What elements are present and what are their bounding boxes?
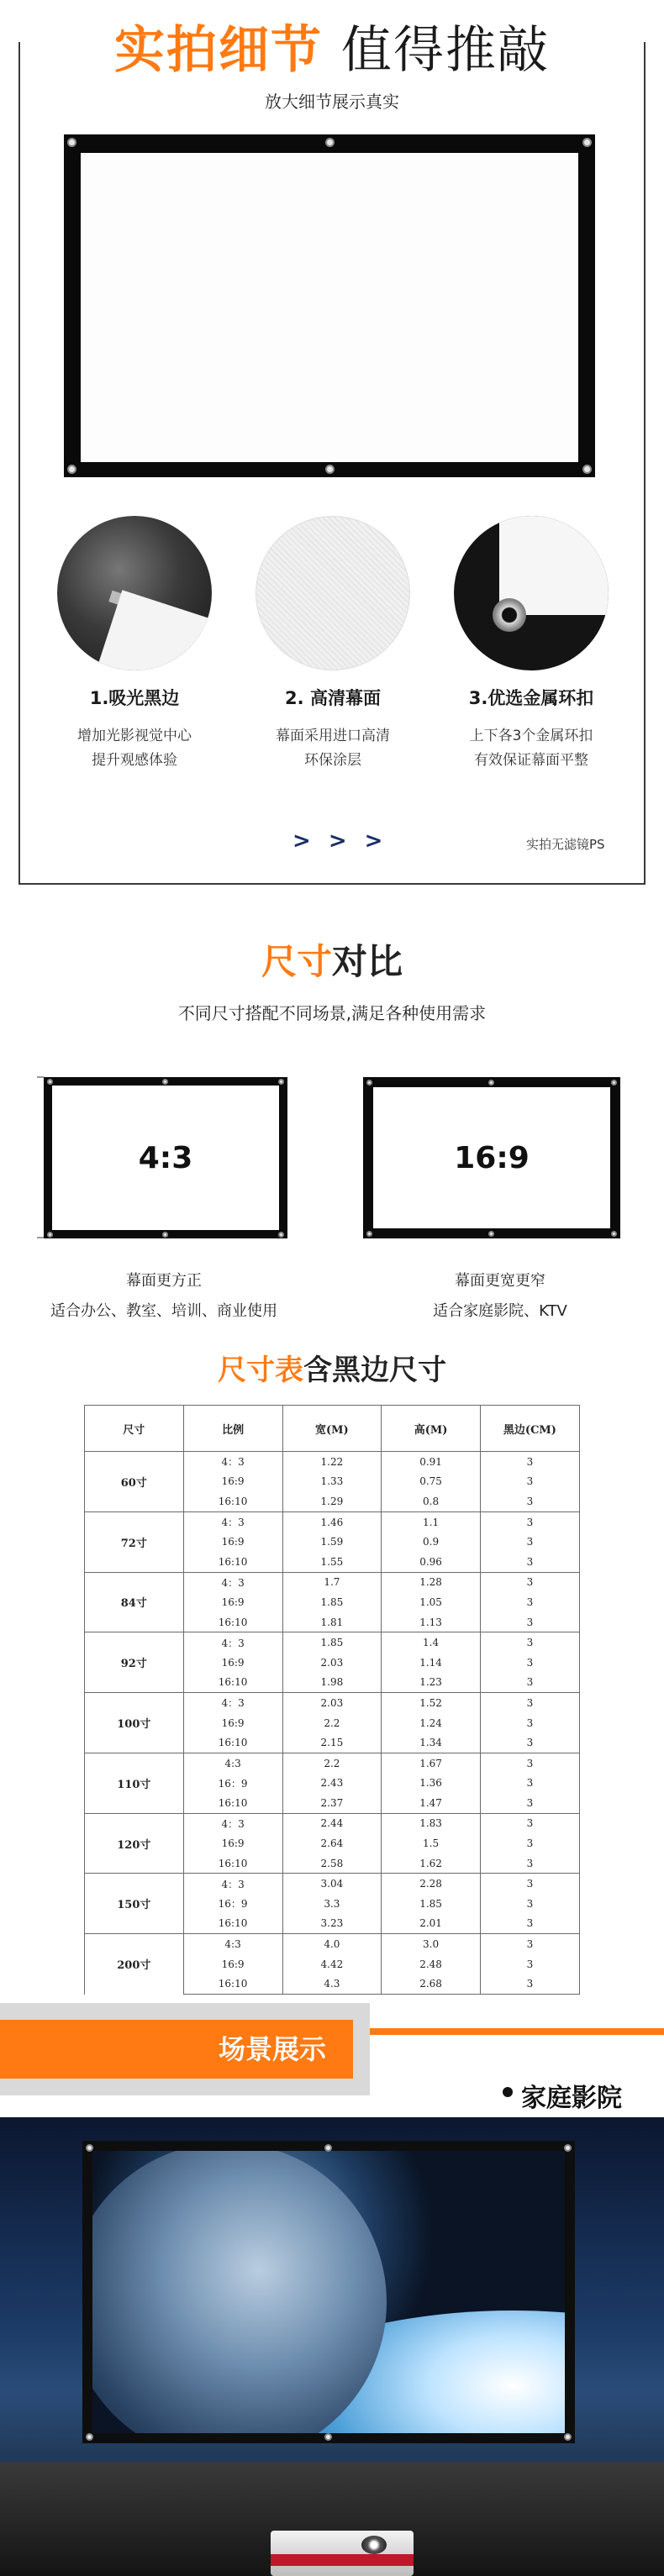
grommet-icon: [564, 2433, 572, 2441]
ratio-cell: 16:10: [183, 1612, 282, 1632]
compare-right-line2: 适合家庭影院、KTV: [433, 1302, 567, 1320]
border-cell: 3: [480, 1874, 579, 1894]
ratio-cell: 4：3: [183, 1874, 282, 1894]
ratio-cell: 4:3: [183, 1753, 282, 1773]
height-cell: 1.83: [382, 1813, 481, 1833]
scene-tag-label: 场景展示: [218, 2033, 326, 2065]
width-cell: 2.44: [282, 1813, 382, 1833]
height-cell: 0.9: [382, 1532, 481, 1552]
size-cell: 100寸: [85, 1693, 184, 1753]
border-cell: 3: [480, 1713, 579, 1733]
border-cell: 3: [480, 1552, 579, 1572]
border-cell: 3: [480, 1532, 579, 1552]
details-title: [103, 17, 561, 84]
compare-left-line2: 适合办公、教室、培训、商业使用: [50, 1302, 277, 1320]
ratio-cell: 16:10: [183, 1673, 282, 1693]
grommet-icon: [67, 465, 76, 474]
border-cell: 3: [480, 1491, 579, 1511]
width-cell: 1.33: [282, 1472, 382, 1492]
width-cell: 1.46: [282, 1511, 382, 1532]
ratio-16-9-label: 16:9: [454, 1140, 530, 1175]
border-cell: 3: [480, 1653, 579, 1673]
height-cell: 0.96: [382, 1552, 481, 1572]
width-cell: 1.85: [282, 1632, 382, 1653]
width-cell: 2.64: [282, 1833, 382, 1853]
feature-desc-2a: 幕面采用进口高清: [276, 728, 390, 744]
ratio-4-3-label: 4:3: [138, 1140, 193, 1175]
table-row: [85, 1693, 580, 1713]
width-cell: 1.98: [282, 1673, 382, 1693]
height-cell: 1.1: [382, 1511, 481, 1532]
ratio-cell: 16:9: [183, 1954, 282, 1974]
grommet-icon: [278, 1079, 284, 1085]
ratio-cell: 16：9: [183, 1774, 282, 1794]
width-cell: 2.03: [282, 1653, 382, 1673]
size-cell: 200寸: [85, 1934, 184, 1995]
ratio-cell: 4：3: [183, 1511, 282, 1532]
border-cell: 3: [480, 1673, 579, 1693]
height-cell: 2.68: [382, 1974, 481, 1994]
compare-subtitle: 不同尺寸搭配不同场景,满足各种使用需求: [177, 1003, 487, 1023]
border-cell: 3: [480, 1774, 579, 1794]
border-cell: 3: [480, 1612, 579, 1632]
border-cell: 3: [480, 1452, 579, 1472]
ratio-cell: 16:9: [183, 1592, 282, 1612]
grommet-icon: [366, 1080, 372, 1086]
feature-desc-2b: 环保涂层: [304, 752, 361, 769]
size-table-title: [0, 1347, 664, 1388]
feature-desc-3b: 有效保证幕面平整: [474, 752, 588, 769]
feature-desc-3a: 上下各3个金属环扣: [469, 728, 593, 744]
width-cell: 1.22: [282, 1452, 382, 1472]
size-table-body: [85, 1452, 580, 1995]
ratio-cell: 4:3: [183, 1934, 282, 1954]
ratio-cell: 16:10: [183, 1793, 282, 1813]
projector-strip: [271, 2554, 414, 2566]
border-cell: 3: [480, 1793, 579, 1813]
grommet-icon: [86, 2144, 93, 2152]
projector-device: [271, 2531, 414, 2576]
size-cell: 120寸: [85, 1813, 184, 1874]
width-cell: 4.3: [282, 1974, 382, 1994]
height-cell: 1.47: [382, 1793, 481, 1813]
table-row: [85, 1511, 580, 1532]
ratio-cell: 16:9: [183, 1713, 282, 1733]
home-theater-label: 家庭影院: [521, 2084, 622, 2113]
grommet-icon: [324, 2433, 332, 2441]
space-image: [92, 2151, 565, 2433]
header-height: 高(M): [382, 1406, 481, 1452]
grommet-icon: [366, 1231, 372, 1237]
border-cell: 3: [480, 1914, 579, 1934]
ratio-cell: 16:10: [183, 1552, 282, 1572]
grommet-icon: [488, 1080, 494, 1086]
compare-title: [0, 934, 664, 985]
width-cell: 1.59: [282, 1532, 382, 1552]
feature-title-2: 2. 高清幕面: [285, 688, 381, 708]
grommet-icon: [488, 1231, 494, 1237]
border-cell: 3: [480, 1632, 579, 1653]
screen-16-9-surface: [373, 1087, 610, 1228]
black-border-closeup: [57, 516, 212, 670]
header-size: 尺寸: [85, 1406, 184, 1452]
table-row: [85, 1452, 580, 1472]
no-filter-note: 实拍无滤镜PS: [526, 837, 605, 852]
grommet-icon: [611, 1231, 617, 1237]
width-cell: 1.81: [282, 1612, 382, 1632]
size-cell: 84寸: [85, 1572, 184, 1632]
ratio-cell: 16:10: [183, 1974, 282, 1994]
feature-desc-1b: 提升观感体验: [92, 752, 177, 769]
height-cell: 0.91: [382, 1452, 481, 1472]
width-cell: 4.0: [282, 1934, 382, 1954]
border-cell: 3: [480, 1732, 579, 1753]
grommet-icon: [582, 138, 592, 147]
height-cell: 1.05: [382, 1592, 481, 1612]
size-cell: 110寸: [85, 1753, 184, 1813]
size-table-title-black: 含黑边尺寸: [303, 1354, 446, 1387]
feature-title-1: 1.吸光黑边: [89, 688, 180, 708]
border-cell: 3: [480, 1833, 579, 1853]
table-header-row: [85, 1406, 580, 1452]
border-cell: 3: [480, 1813, 579, 1833]
size-table-title-orange: 尺寸表: [218, 1354, 303, 1387]
grommet-icon: [47, 1232, 53, 1238]
grommet-icon: [162, 1232, 168, 1238]
grommet-icon: [611, 1080, 617, 1086]
height-cell: 1.24: [382, 1713, 481, 1733]
border-cell: 3: [480, 1693, 579, 1713]
arrows-icon: > > >: [292, 828, 388, 854]
ratio-cell: 4：3: [183, 1813, 282, 1833]
metal-grommet-closeup: [454, 516, 609, 670]
header-ratio: 比例: [183, 1406, 282, 1452]
border-cell: 3: [480, 1934, 579, 1954]
width-cell: 3.3: [282, 1894, 382, 1914]
grommet-icon: [47, 1079, 53, 1085]
details-title-orange: 实拍细节: [114, 21, 323, 80]
grommet-icon: [564, 2144, 572, 2152]
height-cell: 2.48: [382, 1954, 481, 1974]
ratio-cell: 16:10: [183, 1491, 282, 1511]
table-row: [85, 1813, 580, 1833]
compare-right-line1: 幕面更宽更窄: [455, 1272, 545, 1290]
ratio-cell: 4：3: [183, 1632, 282, 1653]
ratio-cell: 16:10: [183, 1732, 282, 1753]
table-row: [85, 1874, 580, 1894]
size-cell: 60寸: [85, 1452, 184, 1512]
height-cell: 1.34: [382, 1732, 481, 1753]
ratio-cell: 16:9: [183, 1532, 282, 1552]
table-row: [85, 1632, 580, 1653]
size-cell: 92寸: [85, 1632, 184, 1693]
width-cell: 2.15: [282, 1732, 382, 1753]
grommet-icon: [582, 465, 592, 474]
height-cell: 1.36: [382, 1774, 481, 1794]
ratio-cell: 16:9: [183, 1653, 282, 1673]
details-title-black: 值得推敲: [341, 21, 550, 80]
height-cell: 2.28: [382, 1874, 481, 1894]
grommet-icon: [278, 1232, 284, 1238]
border-cell: 3: [480, 1753, 579, 1773]
width-cell: 4.42: [282, 1954, 382, 1974]
ratio-cell: 16:10: [183, 1914, 282, 1934]
feature-title-3: 3.优选金属环扣: [468, 688, 594, 708]
height-cell: 1.14: [382, 1653, 481, 1673]
header-border: 黑边(CM): [480, 1406, 579, 1452]
table-row: [85, 1753, 580, 1773]
grommet-icon: [325, 138, 335, 147]
width-cell: 3.04: [282, 1874, 382, 1894]
border-cell: 3: [480, 1511, 579, 1532]
ratio-cell: 16:9: [183, 1472, 282, 1492]
hook-icon: [37, 1076, 44, 1078]
border-cell: 3: [480, 1592, 579, 1612]
border-cell: 3: [480, 1894, 579, 1914]
border-cell: 3: [480, 1954, 579, 1974]
width-cell: 2.37: [282, 1793, 382, 1813]
table-row: [85, 1572, 580, 1592]
width-cell: 2.43: [282, 1774, 382, 1794]
size-cell: 150寸: [85, 1874, 184, 1934]
compare-left-line1: 幕面更方正: [126, 1272, 202, 1290]
hook-icon: [37, 1237, 44, 1238]
height-cell: 1.52: [382, 1693, 481, 1713]
grommet-icon: [67, 138, 76, 147]
screen-4-3-surface: [52, 1086, 279, 1230]
width-cell: 1.29: [282, 1491, 382, 1511]
size-cell: 72寸: [85, 1511, 184, 1572]
border-cell: 3: [480, 1472, 579, 1492]
ratio-cell: 16:10: [183, 1853, 282, 1874]
size-table: [84, 1405, 580, 1995]
height-cell: 0.75: [382, 1472, 481, 1492]
details-subtitle: 放大细节展示真实: [265, 92, 399, 112]
header-width: 宽(M): [282, 1406, 382, 1452]
height-cell: 1.67: [382, 1753, 481, 1773]
width-cell: 2.58: [282, 1853, 382, 1874]
width-cell: 1.7: [282, 1572, 382, 1592]
height-cell: 1.62: [382, 1853, 481, 1874]
height-cell: 1.28: [382, 1572, 481, 1592]
width-cell: 3.23: [282, 1914, 382, 1934]
width-cell: 2.03: [282, 1693, 382, 1713]
grommet-icon: [325, 465, 335, 474]
height-cell: 0.8: [382, 1491, 481, 1511]
grommet-icon: [324, 2144, 332, 2152]
table-row: [85, 1934, 580, 1954]
height-cell: 1.5: [382, 1833, 481, 1853]
height-cell: 1.85: [382, 1894, 481, 1914]
height-cell: 3.0: [382, 1934, 481, 1954]
border-cell: 3: [480, 1974, 579, 1994]
feature-desc-1a: 增加光影视觉中心: [77, 728, 192, 744]
height-cell: 1.4: [382, 1632, 481, 1653]
ratio-cell: 4：3: [183, 1452, 282, 1472]
ratio-cell: 16:9: [183, 1833, 282, 1853]
height-cell: 2.01: [382, 1914, 481, 1934]
width-cell: 2.2: [282, 1753, 382, 1773]
height-cell: 1.23: [382, 1673, 481, 1693]
projector-lens-icon: [361, 2536, 387, 2554]
width-cell: 2.2: [282, 1713, 382, 1733]
border-cell: 3: [480, 1572, 579, 1592]
ratio-cell: 16：9: [183, 1894, 282, 1914]
ratio-cell: 4：3: [183, 1693, 282, 1713]
height-cell: 1.13: [382, 1612, 481, 1632]
bullet-icon: [503, 2087, 513, 2097]
hd-surface-closeup: [256, 516, 410, 670]
compare-title-orange: 尺寸: [261, 941, 332, 982]
compare-title-black: 对比: [332, 941, 403, 982]
width-cell: 1.85: [282, 1592, 382, 1612]
screen-surface: [81, 153, 578, 462]
border-cell: 3: [480, 1853, 579, 1874]
grommet-icon: [86, 2433, 93, 2441]
grommet-icon: [162, 1079, 168, 1085]
width-cell: 1.55: [282, 1552, 382, 1572]
ratio-cell: 4：3: [183, 1572, 282, 1592]
